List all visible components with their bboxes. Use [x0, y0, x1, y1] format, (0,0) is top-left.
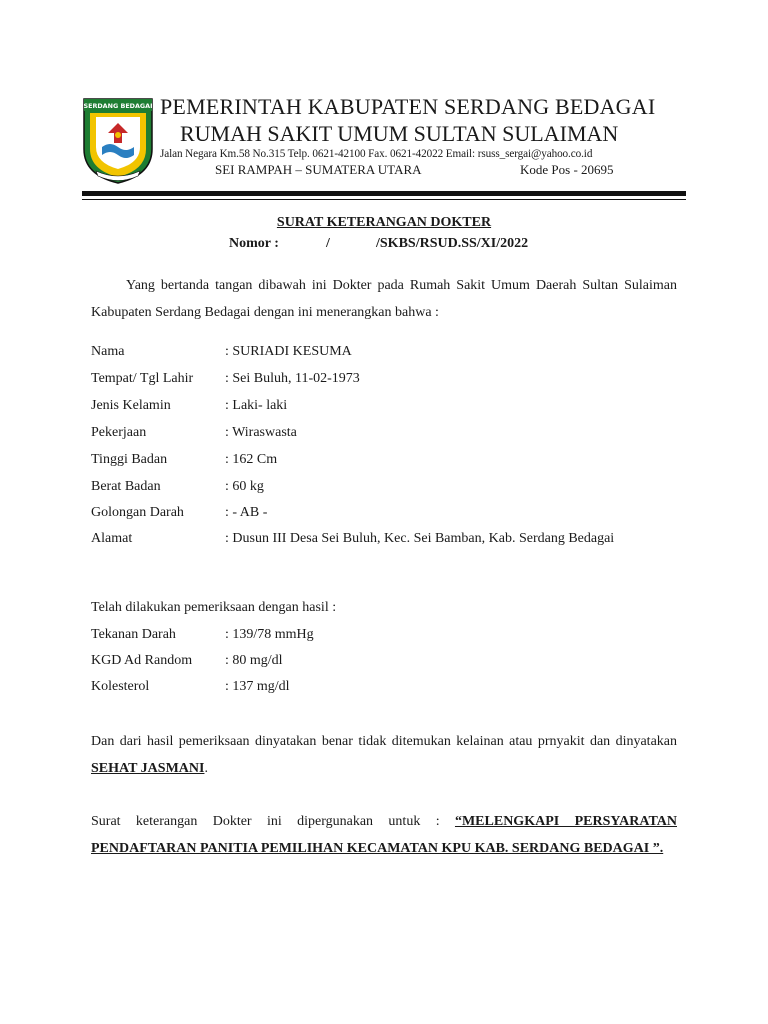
field-value: : 162 Cm — [225, 452, 278, 467]
header-divider-thick — [82, 191, 686, 196]
regency-emblem-icon — [82, 97, 154, 185]
hospital-logo — [82, 97, 154, 185]
nomor-code: /SKBS/RSUD.SS/XI/2022 — [376, 236, 529, 251]
svg-text:SERDANG BEDAGAI: SERDANG BEDAGAI — [83, 102, 153, 110]
exam-label: KGD Ad Random — [91, 653, 193, 668]
field-label: Golongan Darah — [91, 505, 184, 520]
government-name: PEMERINTAH KABUPATEN SERDANG BEDAGAI — [160, 94, 656, 119]
conclusion-text: Dan dari hasil pemeriksaan dinyatakan benar tidak ditemukan kelainan atau prnyakit dan dinyatakan — [91, 734, 677, 749]
purpose-text: Surat keterangan Dokter ini dipergunakan untuk : — [91, 814, 455, 829]
nomor-label: Nomor : — [229, 236, 279, 251]
postal-code: Kode Pos - 20695 — [520, 162, 614, 177]
field-value: : Sei Buluh, 11-02-1973 — [225, 371, 360, 386]
hospital-name: RUMAH SAKIT UMUM SULTAN SULAIMAN — [180, 121, 619, 146]
field-label: Pekerjaan — [91, 425, 147, 440]
field-value: : Wiraswasta — [225, 425, 297, 440]
purpose-emphasis: “MELENGKAPI PERSYARATAN PENDAFTARAN PANITIA PEMILIHAN KECAMATAN KPU KAB. SERDANG BEDAGAI ”. — [91, 814, 677, 856]
exam-label: Kolesterol — [91, 679, 150, 694]
field-value: : 60 kg — [225, 479, 264, 494]
exam-value: : 139/78 mmHg — [225, 627, 314, 642]
field-label: Berat Badan — [91, 479, 161, 494]
exam-intro: Telah dilakukan pemeriksaan dengan hasil : — [91, 600, 337, 615]
header-divider-thin — [82, 199, 686, 200]
field-label: Jenis Kelamin — [91, 398, 171, 413]
health-status: SEHAT JASMANI — [91, 761, 205, 776]
document-title: SURAT KETERANGAN DOKTER — [276, 215, 492, 230]
conclusion-paragraph — [91, 728, 677, 782]
field-value: : SURIADI KESUMA — [225, 344, 352, 359]
nomor-slash: / — [326, 236, 330, 251]
hospital-address: Jalan Negara Km.58 No.315 Telp. 0621-42100 Fax. 0621-42022 Email: rsuss_sergai@yahoo.co.id — [160, 148, 593, 160]
intro-paragraph: Yang bertanda tangan dibawah ini Dokter pada Rumah Sakit Umum Daerah Sultan Sulaiman Kabupaten Serdang Bedagai dengan ini menerangkan bahwa : — [91, 278, 677, 320]
field-value: : Dusun III Desa Sei Buluh, Kec. Sei Bamban, Kab. Serdang Bedagai — [225, 531, 615, 546]
exam-label: Tekanan Darah — [91, 627, 176, 642]
field-label: Tinggi Badan — [91, 452, 168, 467]
conclusion-end: . — [204, 761, 208, 776]
field-value: : - AB - — [225, 505, 268, 520]
exam-value: : 80 mg/dl — [225, 653, 283, 668]
field-label: Alamat — [91, 531, 133, 546]
exam-value: : 137 mg/dl — [225, 679, 290, 694]
field-label: Tempat/ Tgl Lahir — [91, 371, 194, 386]
field-value: : Laki- laki — [225, 398, 288, 413]
field-label: Nama — [91, 344, 125, 359]
purpose-paragraph — [91, 808, 677, 862]
hospital-city: SEI RAMPAH – SUMATERA UTARA — [215, 162, 422, 177]
